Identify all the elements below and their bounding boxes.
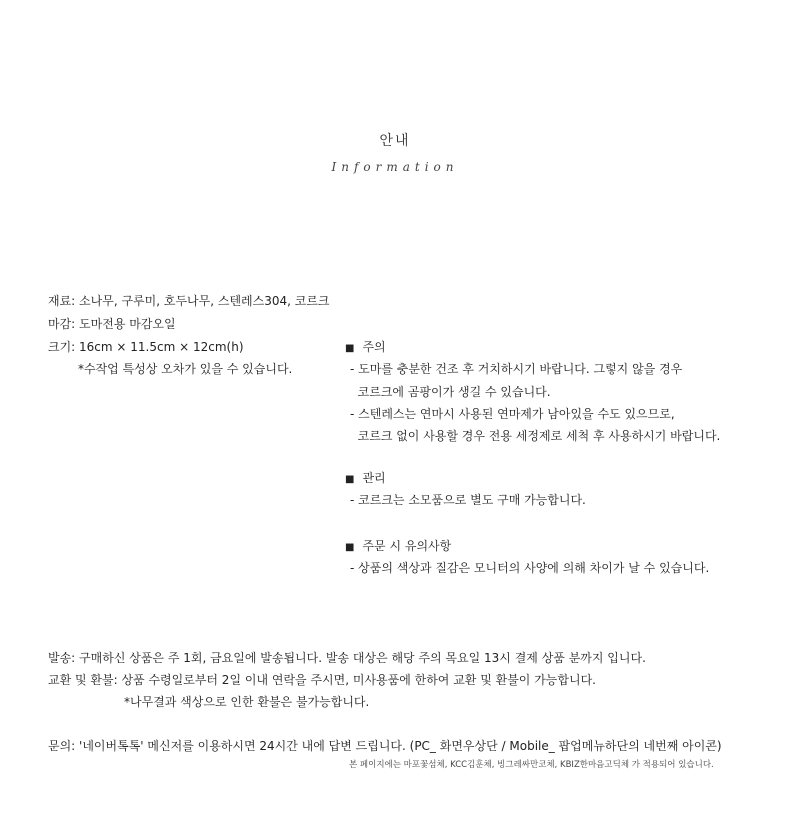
notice-caution-line: 코르크에 곰팡이가 생길 수 있습니다. <box>350 385 551 399</box>
spec-material: 재료: 소나무, 구루미, 호두나무, 스텐레스304, 코르크 <box>48 294 330 308</box>
notice-order-line: - 상품의 색상과 질감은 모니터의 사양에 의해 차이가 날 수 있습니다. <box>350 561 710 575</box>
spec-note: *수작업 특성상 오차가 있을 수 있습니다. <box>78 362 293 376</box>
notice-caution-line: - 도마를 충분한 건조 후 거치하시기 바랍니다. 그렇지 않을 경우 <box>350 362 683 376</box>
fonts-note: 본 페이지에는 마포꽃섬체, KCC김훈체, 빙그레싸만코체, KBIZ한마음고딕체 가 적용되어 있습니다. <box>349 760 714 770</box>
exchange-info: 교환 및 환불: 상품 수령일로부터 2일 이내 연락을 주시면, 미사용품에 한하여 교환 및 환불이 가능합니다. <box>48 673 596 687</box>
page-subtitle: Information <box>331 160 459 174</box>
notice-order-title: ■ 주문 시 유의사항 <box>345 535 451 559</box>
contact-info: 문의: '네이버톡톡' 메신저를 이용하시면 24시간 내에 답변 드립니다. (PC_ 화면우상단 / Mobile_ 팝업메뉴하단의 네번째 아이콘) <box>48 739 722 753</box>
notice-caution-line: 코르크 없이 사용할 경우 전용 세정제로 세척 후 사용하시기 바랍니다. <box>350 429 721 443</box>
spec-size: 크기: 16cm × 11.5cm × 12cm(h) <box>48 340 244 354</box>
notice-caution-line: - 스텐레스는 연마시 사용된 연마제가 남아있을 수도 있으므로, <box>350 407 675 421</box>
shipping-info: 발송: 구매하신 상품은 주 1회, 금요일에 발송됩니다. 발송 대상은 해당 주의 목요일 13시 결제 상품 분까지 입니다. <box>48 651 646 665</box>
notice-care-title: ■ 관리 <box>345 467 386 491</box>
spec-finish: 마감: 도마전용 마감오일 <box>48 317 176 331</box>
page-title: 안내 <box>379 133 411 149</box>
notice-care-line: - 코르크는 소모품으로 별도 구매 가능합니다. <box>350 493 586 507</box>
notice-caution-title: ■ 주의 <box>345 336 386 360</box>
exchange-note: *나무결과 색상으로 인한 환불은 불가능합니다. <box>124 695 370 709</box>
